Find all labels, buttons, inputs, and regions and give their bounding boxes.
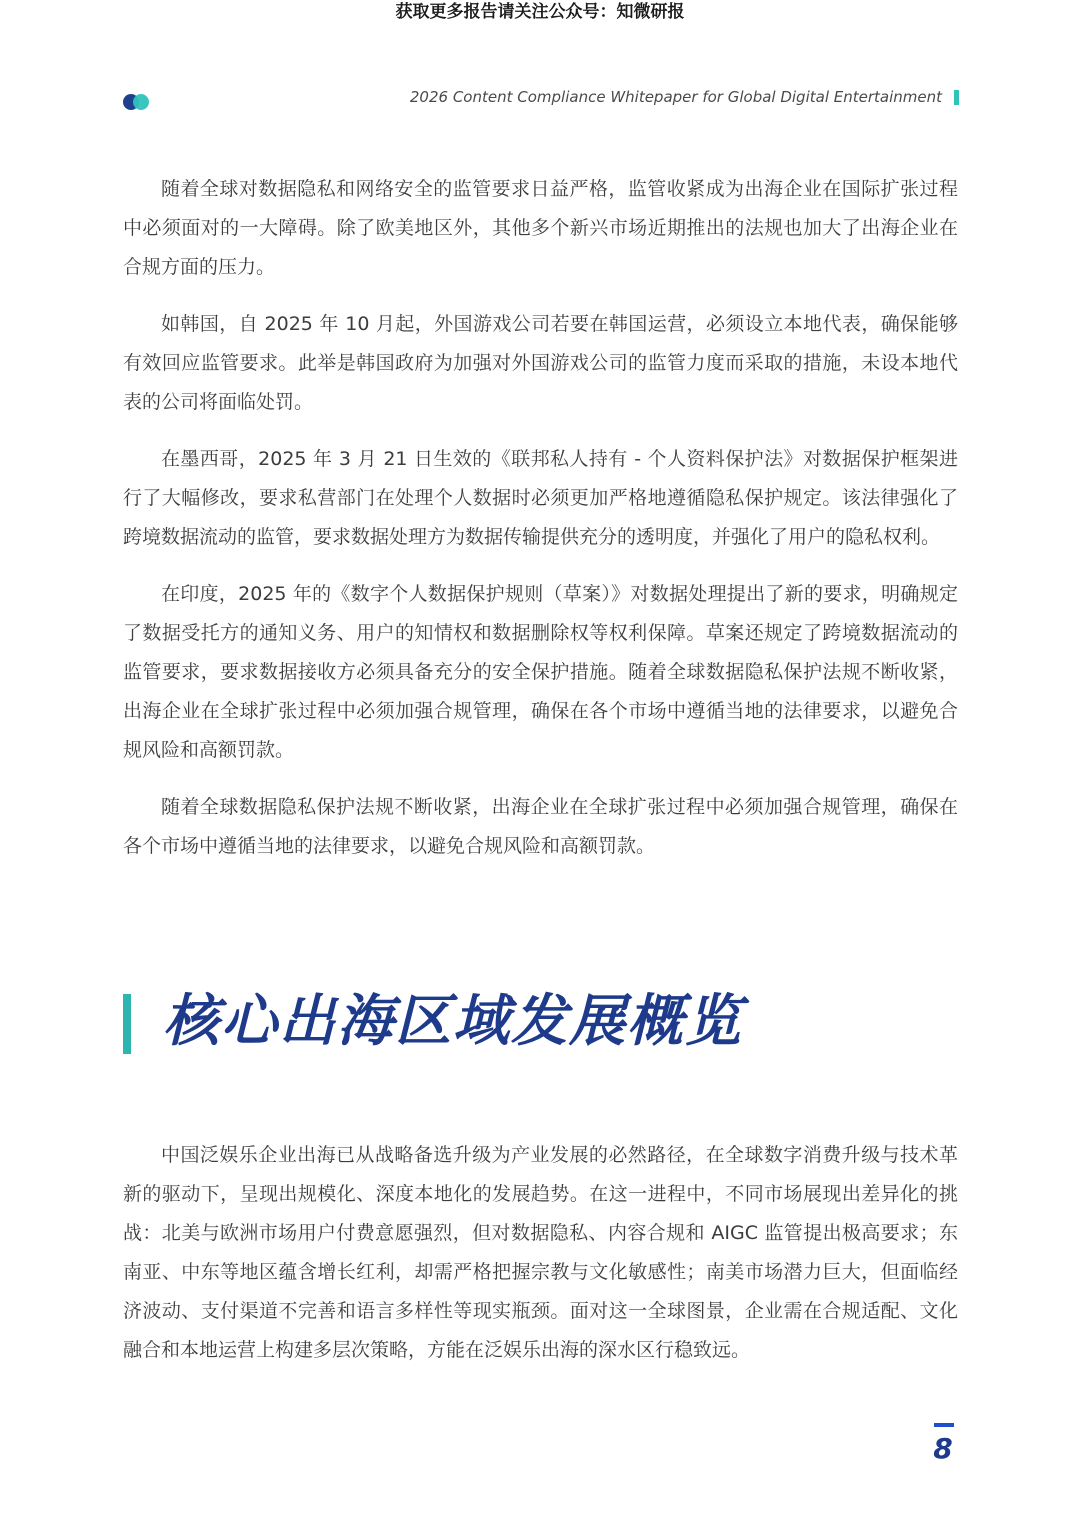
page-number-accent-bar xyxy=(934,1423,954,1427)
logo-circle-teal xyxy=(133,94,149,110)
intro-paragraph-1: 随着全球对数据隐私和网络安全的监管要求日益严格，监管收紧成为出海企业在国际扩张过程中必须面对的一大障碍。除了欧美地区外，其他多个新兴市场近期推出的法规也加大了出海企业在合规方面的压力。 xyxy=(123,178,958,278)
section-heading-accent-bar xyxy=(123,994,131,1054)
intro-paragraph-5: 随着全球数据隐私保护法规不断收紧，出海企业在全球扩张过程中必须加强合规管理，确保在各个市场中遵循当地的法律要求，以避免合规风险和高额罚款。 xyxy=(123,796,958,857)
intro-paragraph-4: 在印度，2025 年的《数字个人数据保护规则（草案）》对数据处理提出了新的要求，明确规定了数据受托方的通知义务、用户的知情权和数据删除权等权利保障。草案还规定了跨境数据流动的监管要求，要求数据接收方必须具备充分的安全保护措施。随着全球数据隐私保护法规不断收紧，出海企业在全球扩张过程中必须加强合规管理，确保在各个市场中遵循当地的法律要求，以避免合规风险和高额罚款。 xyxy=(123,583,958,761)
page-number: 8 xyxy=(933,1432,953,1465)
section-paragraph: 中国泛娱乐企业出海已从战略备选升级为产业发展的必然路径，在全球数字消费升级与技术革新的驱动下，呈现出规模化、深度本地化的发展趋势。在这一进程中，不同市场展现出差异化的挑战：北美与欧洲市场用户付费意愿强烈，但对数据隐私、内容合规和 AIGC 监管提出极高要求；东南亚、中东等地区蕴含增长红利，却需严格把握宗教与文化敏感性；南美市场潜力巨大，但面临经济波动、支付渠道不完善和语言多样性等现实瓶颈。面对这一全球图景，企业需在合规适配、文化融合和本地运营上构建多层次策略，方能在泛娱乐出海的深水区行稳致远。 xyxy=(123,1144,958,1361)
intro-text-block xyxy=(123,170,958,884)
two-overlapping-circles-logo-icon xyxy=(123,94,151,110)
section-heading-text: 核心出海区域发展概览 xyxy=(163,989,743,1054)
section-text-block xyxy=(123,1136,958,1370)
intro-paragraph-3: 在墨西哥，2025 年 3 月 21 日生效的《联邦私人持有 - 个人资料保护法》对数据保护框架进行了大幅修改，要求私营部门在处理个人数据时必须更加严格地遵循隐私保护规定。该法律强化了跨境数据流动的监管，要求数据处理方为数据传输提供充分的透明度，并强化了用户的隐私权利。 xyxy=(123,448,958,548)
running-header-title: 2026 Content Compliance Whitepaper for Global Digital Entertainment xyxy=(409,88,942,106)
header-accent-bar xyxy=(954,90,959,105)
intro-paragraph-2: 如韩国，自 2025 年 10 月起，外国游戏公司若要在韩国运营，必须设立本地代表，确保能够有效回应监管要求。此举是韩国政府为加强对外国游戏公司的监管力度而采取的措施，未设本地代表的公司将面临处罚。 xyxy=(123,313,958,413)
watermark-banner: 获取更多报告请关注公众号：知微研报 xyxy=(395,2,685,22)
